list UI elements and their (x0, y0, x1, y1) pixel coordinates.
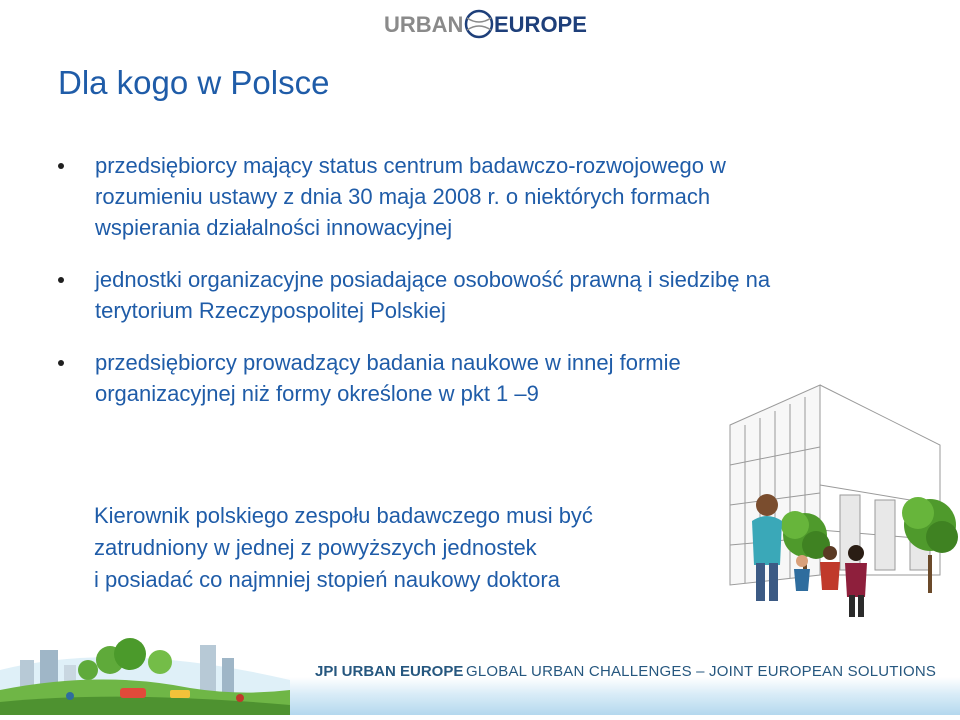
note-line: Kierownik polskiego zespołu badawczego musi być (94, 503, 593, 528)
requirement-note (94, 500, 734, 596)
svg-text:EUROPE: EUROPE (494, 12, 587, 37)
logo-globe-icon (466, 11, 492, 37)
bullet-dot-icon (58, 163, 64, 169)
footer-brand: JPI URBAN EUROPE (315, 663, 464, 680)
urban-building-illustration (690, 385, 960, 635)
slide-title: Dla kogo w Polsce (58, 64, 330, 101)
city-collage-icon (0, 610, 290, 715)
urban-europe-logo (384, 6, 587, 42)
svg-text:URBAN: URBAN (384, 12, 464, 37)
bullet-text: przedsiębiorcy mający status centrum badawczo-rozwojowego w rozumieniu ustawy z dnia 30 maja 2008 r. o niektórych formach wspierania działalności innowacyjnej (95, 153, 726, 240)
bullet-text: przedsiębiorcy prowadzący badania naukowe w innej formie organizacyjnej niż formy określone w pkt 1 –9 (95, 350, 681, 406)
note-line: zatrudniony w jednej z powyższych jednostek (94, 535, 537, 560)
footer-tagline: GLOBAL URBAN CHALLENGES – JOINT EUROPEAN SOLUTIONS (466, 663, 937, 680)
bullet-text: jednostki organizacyjne posiadające osobowość prawną i siedzibę na terytorium Rzeczypospolitej Polskiej (95, 267, 771, 323)
bullet-dot-icon (58, 277, 64, 283)
bullet-dot-icon (58, 360, 64, 366)
bullet-item (58, 150, 958, 243)
footer-bar (0, 640, 960, 715)
note-line: i posiadać co najmniej stopień naukowy doktora (94, 567, 560, 592)
bullet-item (58, 264, 958, 326)
